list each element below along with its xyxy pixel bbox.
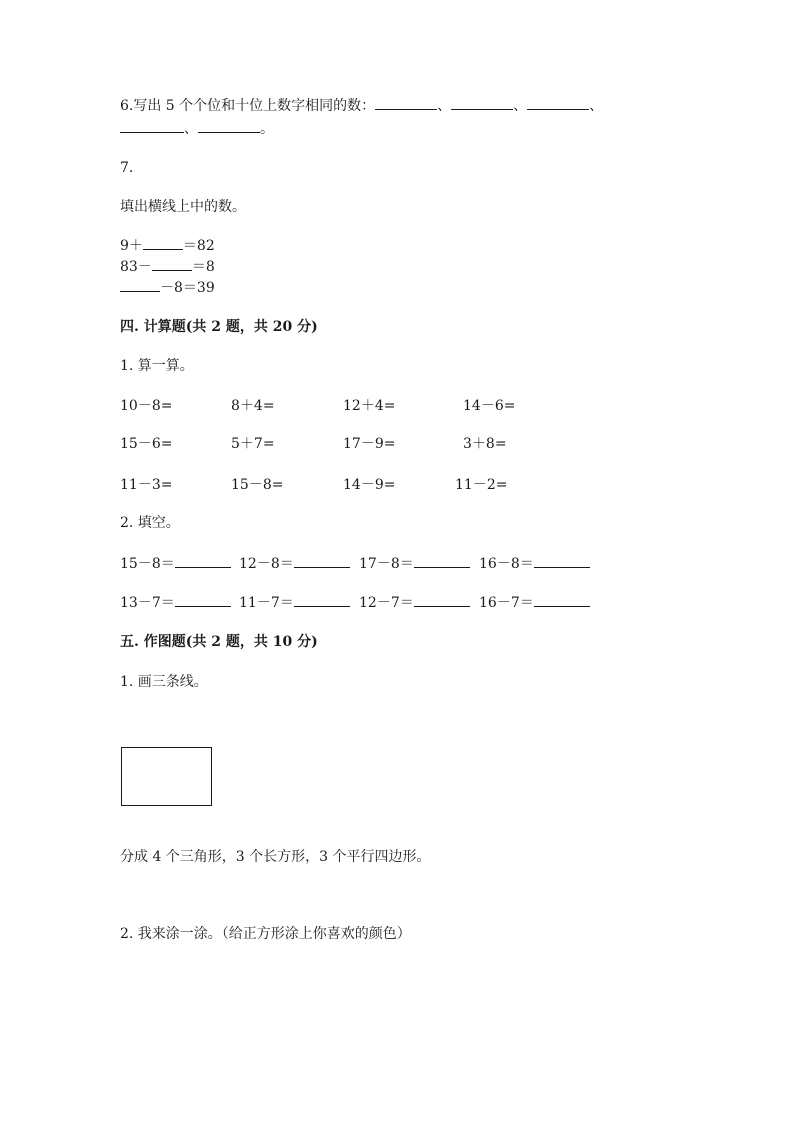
period: 。	[260, 121, 274, 137]
equation-3	[120, 279, 215, 297]
fill-item-text: 13－7＝	[120, 595, 175, 611]
fill-item	[479, 555, 590, 573]
section-5-q1-title: 1. 画三条线。	[120, 674, 208, 690]
calc-item: 11－2=	[455, 477, 508, 493]
separator: 、	[437, 98, 452, 114]
answer-blank[interactable]	[175, 594, 231, 607]
fill-item	[239, 594, 350, 612]
answer-blank[interactable]	[198, 120, 260, 133]
section-4-q1-title: 1. 算一算。	[120, 358, 194, 374]
equation-text: ＝8	[191, 259, 215, 275]
answer-blank[interactable]	[152, 258, 192, 271]
fill-item	[359, 555, 470, 573]
fill-item-text: 16－8＝	[479, 556, 534, 572]
equation-1	[120, 237, 215, 255]
fill-item	[120, 594, 231, 612]
fill-item	[239, 555, 350, 573]
answer-blank[interactable]	[294, 555, 350, 568]
calc-item: 11－3=	[120, 477, 173, 493]
question-6-text: 6.写出 5 个个位和十位上数字相同的数：	[120, 98, 376, 114]
fill-item-text: 12－7＝	[359, 595, 414, 611]
answer-blank[interactable]	[120, 279, 160, 292]
section-4-q2-title: 2. 填空。	[120, 515, 180, 531]
separator: 、	[589, 98, 604, 114]
answer-blank[interactable]	[414, 555, 470, 568]
section-5-title: 五. 作图题(共 2 题，共 10 分)	[120, 634, 318, 650]
calc-item: 15－8=	[231, 477, 284, 493]
calc-item: 8＋4=	[231, 398, 275, 414]
calc-item: 17－9=	[343, 436, 396, 452]
calc-item: 15－6=	[120, 436, 173, 452]
answer-blank[interactable]	[175, 555, 231, 568]
answer-blank[interactable]	[120, 120, 184, 133]
equation-text: 83－	[120, 259, 152, 275]
question-7-number: 7.	[120, 160, 134, 176]
section-5-q1-description: 分成 4 个三角形，3 个长方形，3 个平行四边形。	[120, 849, 431, 865]
fill-item-text: 11－7＝	[239, 595, 294, 611]
fill-item-text: 16－7＝	[479, 595, 534, 611]
answer-blank[interactable]	[414, 594, 470, 607]
calc-item: 5＋7=	[231, 436, 275, 452]
calc-item: 14－9=	[343, 477, 396, 493]
calc-item: 14－6=	[463, 398, 516, 414]
answer-blank[interactable]	[534, 594, 590, 607]
calc-item: 10－8=	[120, 398, 173, 414]
equation-text: ＝82	[182, 238, 215, 254]
fill-item-text: 17－8＝	[359, 556, 414, 572]
section-4-title: 四. 计算题(共 2 题，共 20 分)	[120, 319, 318, 335]
answer-blank[interactable]	[294, 594, 350, 607]
question-6-line-2	[120, 120, 274, 138]
equation-text: 9＋	[120, 238, 143, 254]
equation-2	[120, 258, 215, 276]
answer-blank[interactable]	[143, 237, 183, 250]
question-6-line-1	[120, 97, 603, 115]
calc-item: 3＋8=	[463, 436, 507, 452]
fill-item	[120, 555, 231, 573]
drawing-rectangle[interactable]	[121, 747, 212, 806]
separator: 、	[184, 121, 198, 137]
answer-blank[interactable]	[375, 97, 437, 110]
answer-blank[interactable]	[534, 555, 590, 568]
section-5-q2-title: 2. 我来涂一涂。（给正方形涂上你喜欢的颜色）	[120, 926, 411, 942]
fill-item	[359, 594, 470, 612]
fill-item-text: 12－8＝	[239, 556, 294, 572]
calc-item: 12＋4=	[343, 398, 396, 414]
separator: 、	[513, 98, 528, 114]
question-7-instruction: 填出横线上中的数。	[120, 199, 246, 215]
answer-blank[interactable]	[451, 97, 513, 110]
fill-item	[479, 594, 590, 612]
fill-item-text: 15－8＝	[120, 556, 175, 572]
equation-text: －8＝39	[160, 280, 215, 296]
answer-blank[interactable]	[527, 97, 589, 110]
